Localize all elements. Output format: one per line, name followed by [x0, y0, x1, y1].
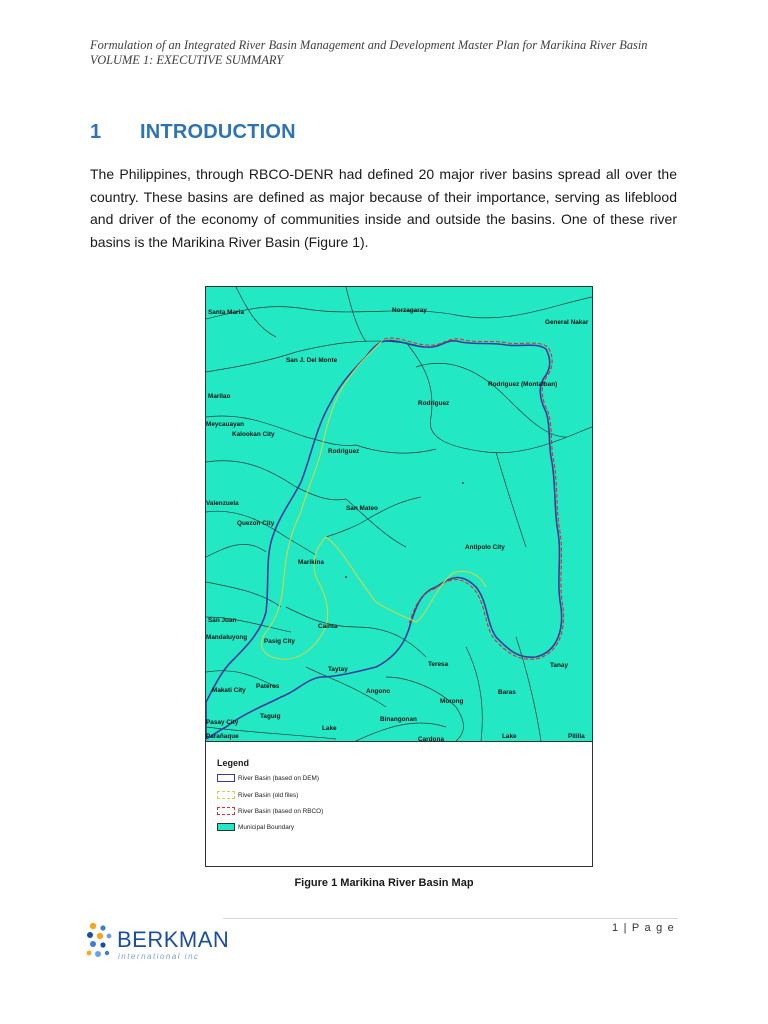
map-label: Marikina: [298, 559, 324, 566]
legend-title: Legend: [217, 758, 250, 768]
map-label: Teresa: [428, 661, 449, 668]
logo-dots-icon: [85, 922, 115, 964]
legend-label: River Basin (based on RBCO): [238, 807, 324, 815]
legend-swatch-municipal: [217, 823, 235, 831]
footer-divider: [223, 918, 678, 919]
map-label: Angono: [366, 688, 391, 695]
map-label: Parañaque: [206, 733, 239, 740]
map-label: Lake: [322, 725, 337, 732]
legend-label: Municipal Boundary: [238, 823, 295, 831]
map-label: Quezon City: [237, 520, 275, 527]
map-label: Cainta: [318, 623, 338, 630]
berkman-logo: [85, 920, 230, 965]
page-number: 1 | P a g e: [612, 922, 675, 934]
logo-name: BERKMAN: [117, 927, 230, 952]
map-label: General Nakar: [545, 319, 589, 326]
legend-swatch-rbco: [217, 807, 235, 815]
intro-paragraph: The Philippines, through RBCO-DENR had defined 20 major river basins spread all over the country. These basins are defined as major because of their importance, serving as lifeblood and driver of the economy of communities inside and outside the basins. One of these river basins is the Marikina River Basin (Figure 1).: [90, 166, 677, 250]
map-label: Pasig City: [264, 638, 295, 645]
map-label: Rodriguez (Montalban): [488, 381, 558, 388]
section-number: 1: [90, 121, 102, 143]
legend-item: [217, 790, 298, 800]
map-label: Baras: [498, 689, 516, 696]
map-label: San Juan: [208, 617, 237, 624]
legend-item: [217, 822, 294, 832]
map-label: Binangonan: [380, 716, 417, 723]
map-label: Santa Maria: [208, 309, 244, 316]
section-heading: [90, 121, 296, 144]
legend-item: [217, 773, 319, 783]
legend-label: River Basin (based on DEM): [238, 774, 319, 782]
map-area: [206, 287, 592, 741]
running-header: [90, 38, 690, 68]
logo-subtitle: international inc: [118, 952, 200, 961]
map-label: Pasay City: [206, 719, 239, 726]
map-label: Valenzuela: [206, 500, 239, 507]
legend-item: [217, 806, 323, 816]
section-title: INTRODUCTION: [140, 121, 296, 143]
map-label: Mandaluyong: [206, 634, 248, 641]
map-label: Antipolo City: [465, 544, 505, 551]
map-label: Makati City: [212, 687, 246, 694]
map-label: Taytay: [328, 666, 348, 673]
map-label: Lake: [502, 733, 517, 740]
map-label: Cardona: [418, 736, 444, 741]
map-label: Tanay: [550, 662, 568, 669]
map-label: Meycauayan: [206, 421, 245, 428]
header-title: Formulation of an Integrated River Basin Management and Development Master Plan for Marikina River Basin: [90, 38, 648, 52]
map-label: Marilao: [208, 393, 231, 400]
map-label: San Mateo: [346, 505, 378, 512]
map-legend: [206, 741, 592, 868]
header-volume: VOLUME 1: EXECUTIVE SUMMARY: [90, 53, 284, 67]
legend-swatch-old: [217, 791, 235, 799]
map-graphic: [206, 287, 592, 741]
figure-caption: Figure 1 Marikina River Basin Map: [294, 877, 474, 889]
map-label: Norzagaray: [392, 307, 427, 314]
map-label: Rodriguez: [418, 400, 450, 407]
map-label: Rodriguez: [328, 448, 360, 455]
map-label: Pateros: [256, 683, 280, 690]
map-label: Kalookan City: [232, 431, 275, 438]
map-label: Taguig: [260, 713, 281, 720]
legend-label: River Basin (old files): [238, 791, 299, 799]
legend-swatch-dem: [217, 774, 235, 782]
figure-map: [205, 286, 593, 867]
map-label: San J. Del Monte: [286, 357, 338, 364]
map-label: Pililla: [568, 733, 585, 740]
map-label: Morong: [440, 698, 464, 705]
map-background: [206, 287, 592, 741]
